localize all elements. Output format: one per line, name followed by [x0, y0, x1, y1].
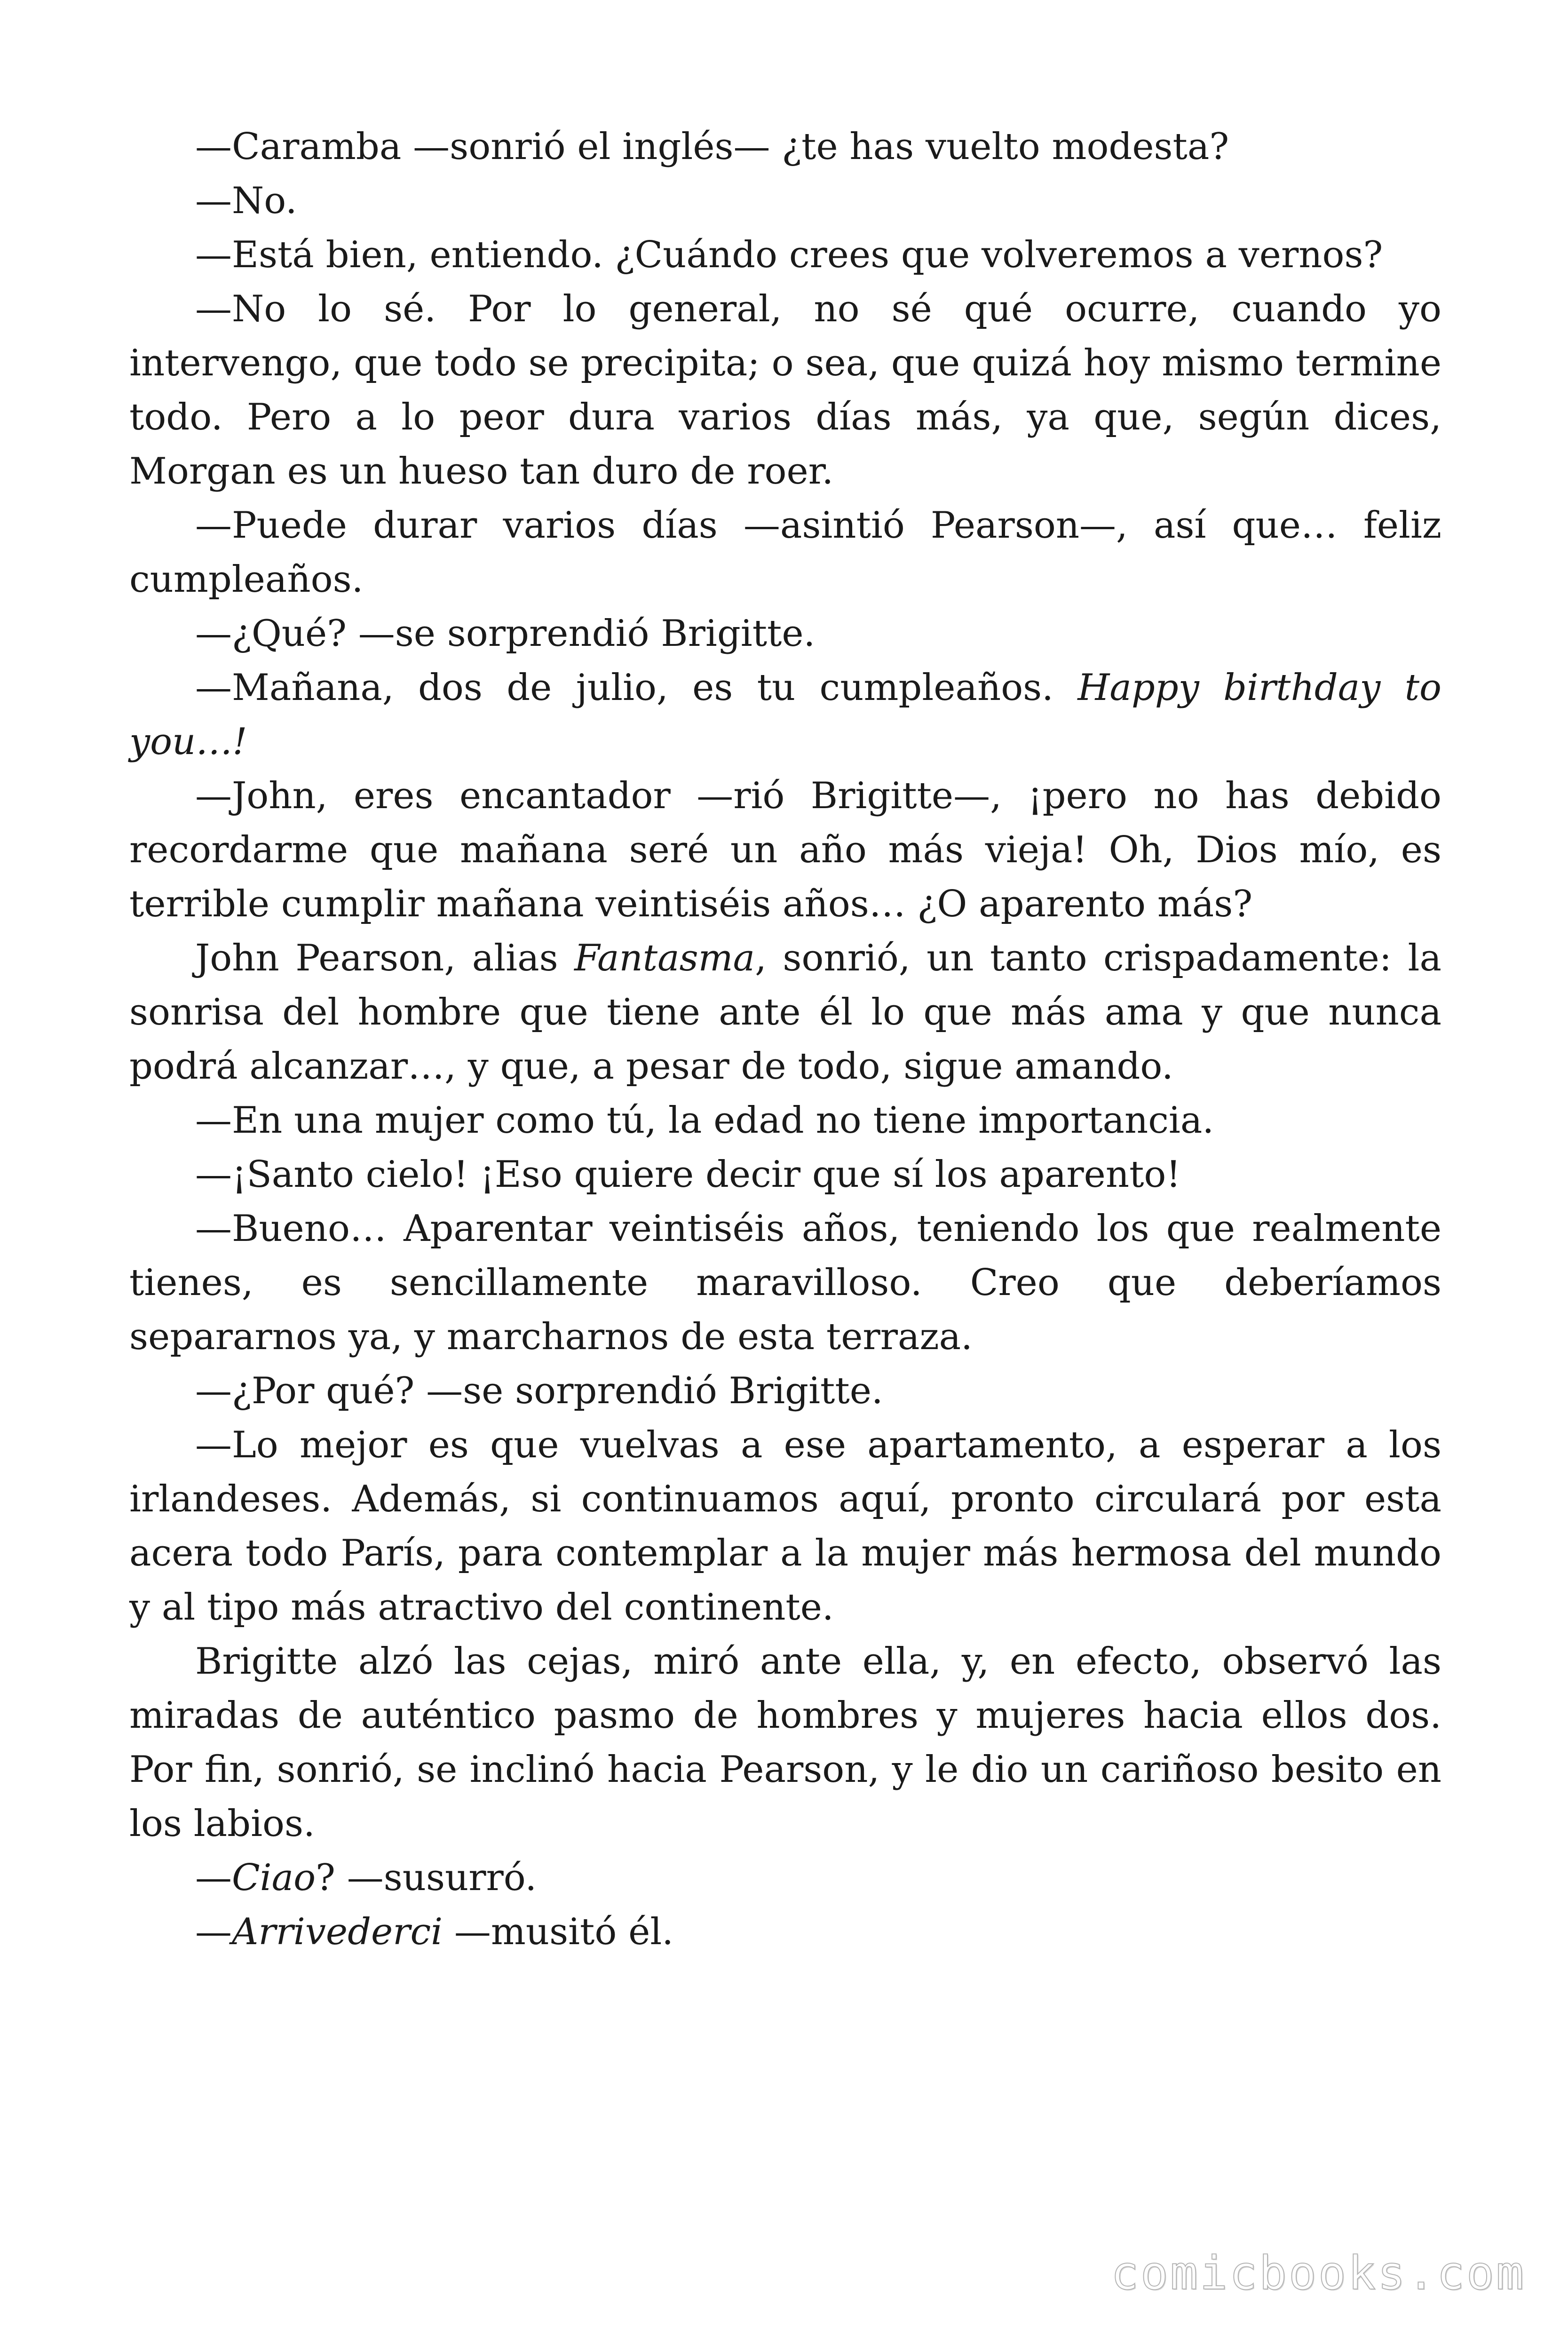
paragraph: —Está bien, entiendo. ¿Cuándo crees que volveremos a vernos?	[195, 234, 1383, 276]
italic-text: Happy birthday to you…!	[129, 667, 1441, 763]
paragraph: —¡Santo cielo! ¡Eso quiere decir que sí los aparento!	[195, 1153, 1181, 1196]
paragraph: —En una mujer como tú, la edad no tiene importancia.	[195, 1099, 1214, 1142]
paragraph: John Pearson, alias Fantasma, sonrió, un tanto crispadamente: la sonrisa del hombre que tiene ante él lo que más ama y que nunca podrá alcanzar…, y que, a pesar de todo, sigue amando.	[129, 937, 1441, 1088]
paragraph: —Puede durar varios días —asintió Pearson—, así que… feliz cumpleaños.	[129, 504, 1441, 601]
paragraph: —John, eres encantador —rió Brigitte—, ¡pero no has debido recordarme que mañana seré un año más vieja! Oh, Dios mío, es terrible cumplir mañana veintiséis años… ¿O aparento más?	[129, 775, 1441, 925]
italic-text: Arrivederci	[232, 1911, 443, 1953]
watermark: comicbooks.com	[1110, 2247, 1526, 2300]
paragraph: —Mañana, dos de julio, es tu cumpleaños. Happy birthday to you…!	[129, 667, 1441, 763]
book-page-text	[129, 120, 1441, 1959]
paragraph: —No lo sé. Por lo general, no sé qué ocurre, cuando yo intervengo, que todo se precipita; o sea, que quizá hoy mismo termine todo. Pero a lo peor dura varios días más, ya que, según dices, Morgan es un hueso tan duro de roer.	[129, 288, 1441, 493]
paragraph: —¿Por qué? —se sorprendió Brigitte.	[195, 1370, 883, 1412]
paragraph: —No.	[195, 180, 297, 222]
paragraph: —Lo mejor es que vuelvas a ese apartamento, a esperar a los irlandeses. Además, si continuamos aquí, pronto circulará por esta acera todo París, para contemplar a la mujer más hermosa del mundo y al tipo más atractivo del continente.	[129, 1424, 1441, 1629]
paragraph: —Bueno… Aparentar veintiséis años, teniendo los que realmente tienes, es sencillamente maravilloso. Creo que deberíamos separarnos ya, y marcharnos de esta terraza.	[129, 1208, 1441, 1358]
paragraph: —Caramba —sonrió el inglés— ¿te has vuelto modesta?	[195, 126, 1229, 168]
paragraph: Brigitte alzó las cejas, miró ante ella, y, en efecto, observó las miradas de auténtico pasmo de hombres y mujeres hacia ellos dos. Por fin, sonrió, se inclinó hacia Pearson, y le dio un cariñoso besito en los labios.	[129, 1640, 1441, 1845]
italic-text: Fantasma	[574, 937, 755, 979]
paragraph: —¿Qué? —se sorprendió Brigitte.	[195, 612, 816, 655]
italic-text: Ciao	[232, 1857, 316, 1899]
paragraph: —Arrivederci —musitó él.	[195, 1911, 674, 1953]
paragraph: —Ciao? —susurró.	[195, 1857, 537, 1899]
